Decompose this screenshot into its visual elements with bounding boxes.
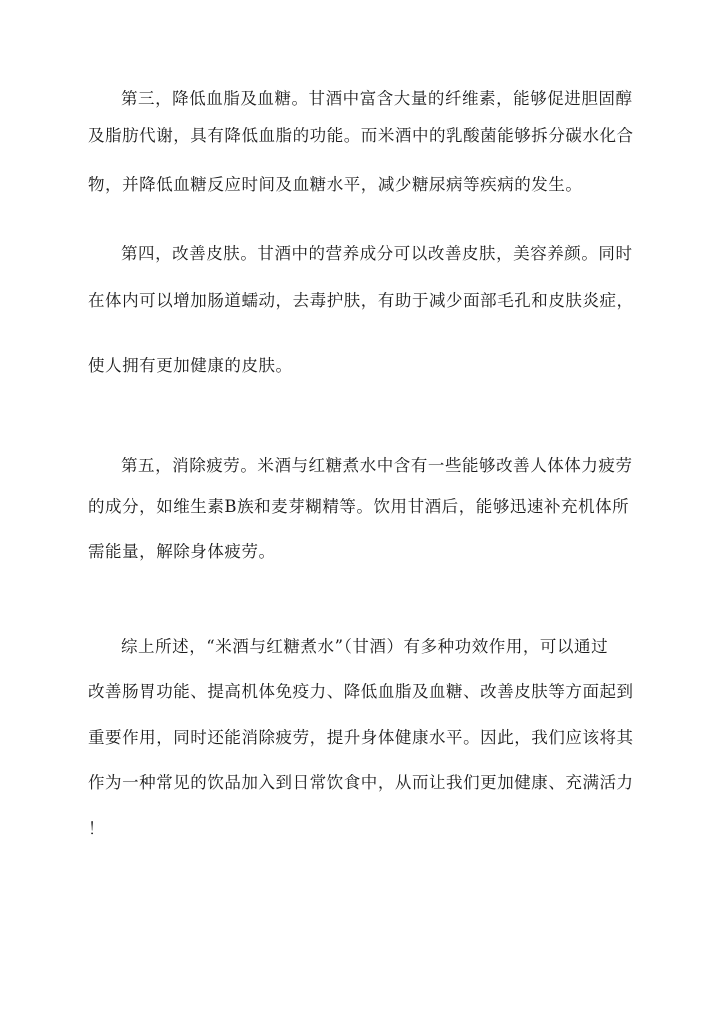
paragraph-line: 在体内可以增加肠道蠕动，去毒护肤，有助于减少面部毛孔和皮肤炎症， <box>88 291 634 310</box>
paragraph-line: 需能量，解除身体疲劳。 <box>88 542 276 561</box>
paragraph-line: 的成分，如维生素B族和麦芽糊精等。饮用甘酒后，能够迅速补充机体所 <box>88 497 630 516</box>
paragraph-line: ！ <box>88 819 106 838</box>
paragraph-line: 第五，消除疲劳。米酒与红糖煮水中含有一些能够改善人体体力疲劳 <box>121 456 633 475</box>
paragraph-line: 使人拥有更加健康的皮肤。 <box>88 356 293 375</box>
paragraph-line: 第四，改善皮肤。甘酒中的营养成分可以改善皮肤，美容养颜。同时 <box>121 244 633 263</box>
paragraph-line: 作为一种常见的饮品加入到日常饮食中，从而让我们更加健康、充满活力 <box>88 773 634 792</box>
paragraph-line: 物，并降低血糖反应时间及血糖水平，减少糖尿病等疾病的发生。 <box>88 175 583 194</box>
paragraph-line: 重要作用，同时还能消除疲劳，提升身体健康水平。因此，我们应该将其 <box>88 728 634 747</box>
paragraph-line: 改善肠胃功能、提高机体免疫力、降低血脂及血糖、改善皮肤等方面起到 <box>88 682 634 701</box>
paragraph-line: 综上所述，“米酒与红糖煮水”（甘酒）有多种功效作用，可以通过 <box>121 637 609 656</box>
paragraph-line: 及脂肪代谢，具有降低血脂的功能。而米酒中的乳酸菌能够拆分碳水化合 <box>88 126 634 145</box>
paragraph-line: 第三，降低血脂及血糖。甘酒中富含大量的纤维素，能够促进胆固醇 <box>121 89 633 108</box>
